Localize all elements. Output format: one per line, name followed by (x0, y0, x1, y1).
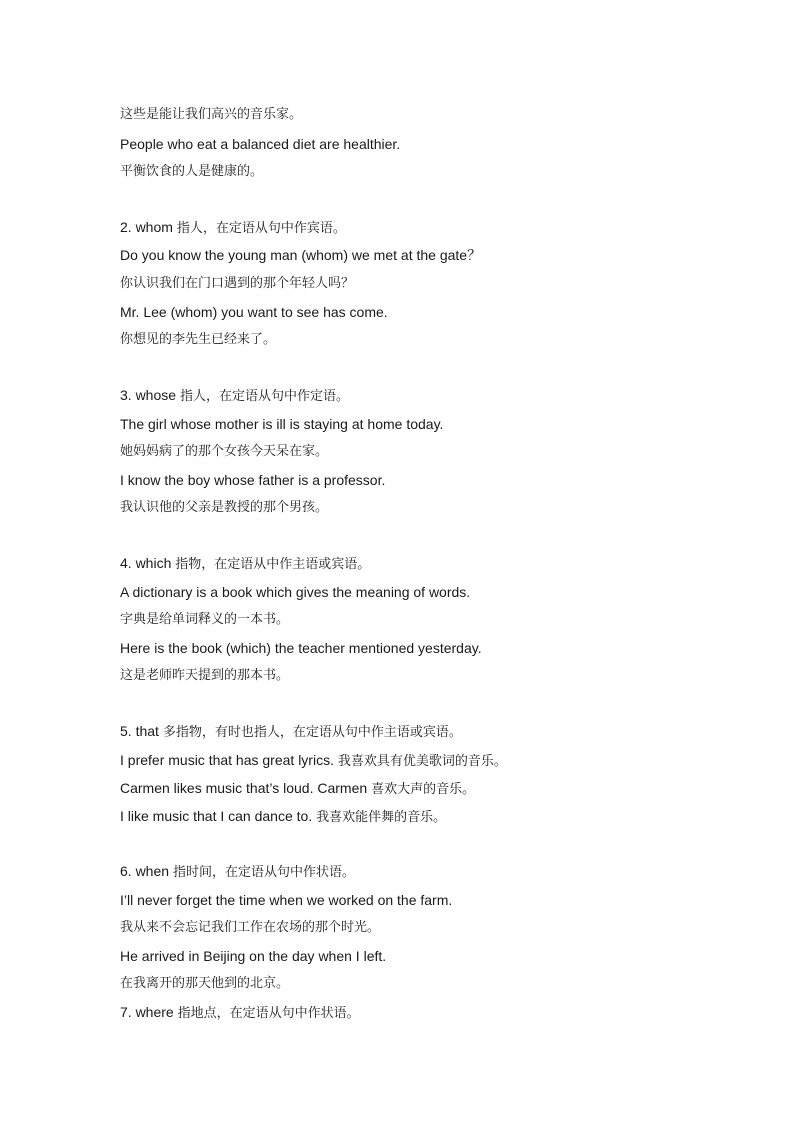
example-cn: 你认识我们在门口遇到的那个年轻人吗？ (120, 276, 355, 291)
heading-number: 2. whom (120, 219, 173, 235)
example-cn: 在我离开的那天他到的北京。 (120, 976, 290, 991)
example-cn: 我认识他的父亲是教授的那个男孩。 (120, 500, 329, 515)
example-en: Here is the book (which) the teacher mentioned yesterday. (120, 640, 482, 656)
section-heading-where (120, 1003, 360, 1023)
example-en: He arrived in Beijing on the day when I left. (120, 948, 387, 964)
heading-description: 指人，在定语从句中作宾语。 (176, 221, 346, 236)
intro-line-cn-2: 平衡饮食的人是健康的。 (120, 164, 264, 179)
section-heading-whom (120, 218, 346, 238)
example-cn: 我从来不会忘记我们工作在农场的那个时光。 (120, 920, 381, 935)
section-heading-that (120, 722, 462, 742)
heading-description: 指人，在定语从句中作定语。 (179, 389, 349, 404)
example-mixed (120, 779, 475, 799)
heading-description: 指物，在定语从中作主语或宾语。 (175, 557, 371, 572)
example-mixed (120, 751, 507, 771)
heading-description: 指地点，在定语从句中作状语。 (177, 1006, 360, 1021)
example-en-part: Carmen likes music that’s loud. Carmen (120, 780, 368, 796)
example-en: I know the boy whose father is a professor. (120, 472, 386, 488)
heading-number: 7. where (120, 1004, 174, 1020)
heading-number: 3. whose (120, 387, 177, 403)
heading-description: 多指物，有时也指人，在定语从句中作主语或宾语。 (162, 725, 462, 740)
example-mixed (120, 807, 446, 827)
example-en: I’ll never forget the time when we worked on the farm. (120, 892, 453, 908)
intro-line-cn-1: 这些是能让我们高兴的音乐家。 (120, 107, 303, 122)
example-en: A dictionary is a book which gives the meaning of words. (120, 584, 471, 600)
example-en: Do you know the young man (whom) we met at the gate？ (120, 247, 482, 263)
heading-number: 4. which (120, 555, 172, 571)
example-cn: 你想见的李先生已经来了。 (120, 332, 277, 347)
heading-number: 5. that (120, 723, 159, 739)
example-cn: 这是老师昨天提到的那本书。 (120, 668, 290, 683)
heading-number: 6. when (120, 863, 170, 879)
example-en: The girl whose mother is ill is staying at home today. (120, 416, 444, 432)
example-en: Mr. Lee (whom) you want to see has come. (120, 304, 388, 320)
section-heading-which (120, 554, 370, 574)
section-heading-when (120, 862, 355, 882)
heading-description: 指时间，在定语从句中作状语。 (172, 865, 355, 880)
example-cn-part: 我喜欢能伴舞的音乐。 (316, 810, 447, 825)
example-cn: 她妈妈病了的那个女孩今天呆在家。 (120, 444, 329, 459)
intro-line-en: People who eat a balanced diet are healthier. (120, 136, 401, 152)
example-cn-part: 我喜欢具有优美歌词的音乐。 (337, 754, 507, 769)
section-heading-whose (120, 386, 349, 406)
example-en-part: I prefer music that has great lyrics. (120, 752, 334, 768)
example-cn-part: 喜欢大声的音乐。 (371, 782, 476, 797)
example-en-part: I like music that I can dance to. (120, 808, 313, 824)
example-cn: 字典是给单词释义的一本书。 (120, 612, 290, 627)
